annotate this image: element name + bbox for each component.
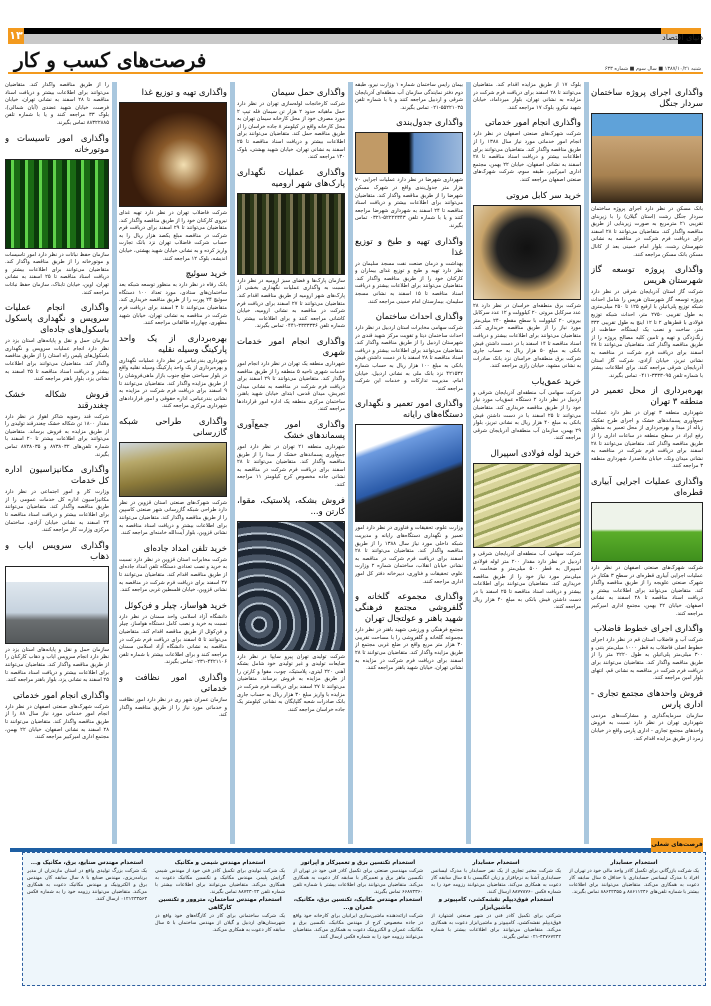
article-body: بیمان رایس ساختمان شماره ۱ وزارت نیرو، طبقه دوم دفتر نمایندگی سازمان آب منطقه‌ای آذربایجان شرقی و اردبیل مراجعه کنند و یا با شماره تلفن ۵۵۲۲۱۰۳۵-۰۲۱ تماس بگیرند. — [355, 82, 463, 111]
steel-pipes-photo — [473, 463, 581, 548]
newspaper-name: دنیای اقتصاد — [662, 33, 703, 42]
article-body: وزارت علوم، تحقیقات و فناوری در نظر دارد امور تعمیر و نگهداری دستگاه‌های رایانه و مدیریت شبکه داخلی مورد نیاز سال ۱۳۸۸ را از طریق مناقصه واگذار کند. متقاضیان می‌توانند تا ۲۸ اسفند برای دریافت فرم شرکت در مناقصه به نشانی خیابان انقلاب، ساختمان شماره ۲ وزارت علوم، تحقیقات و فناوری، دبیرخانه دفتر کل امور اداری مراجعه کنند. — [355, 525, 463, 585]
engine-room-photo — [5, 159, 109, 249]
page-title: فرصت‌های کسب و کار — [14, 48, 207, 72]
column-separator — [584, 82, 589, 844]
article-body: سازمان سرمایه‌گذاری و مشارکت‌های مردمی شهرداری تهران در نظر دارد نسبت به فروش واحدهای مجتمع تجاری - اداری پارس واقع در خیابان زمرد از طریق مزایده اقدام کند. — [591, 712, 703, 742]
headline: واگذاری امور تعمیر و نگهداری دستگاه‌های رایانه — [355, 399, 463, 421]
article-body: بلوک ۱۷ از طریق مزایده اقدام کند. متقاضیان می‌توانند تا ۲۸ اسفند برای دریافت فرم شرکت در مزایده به نشانی تهران، بلوار میرداماد، خیابان شهید نیکرو، بلوک ۱۷ مراجعه کنند. — [473, 82, 581, 111]
dateline: شنبه ۱۳۸۷/۱۰/۲۱ ■ سال سوم ■ شماره ۶۳۳ — [604, 66, 701, 72]
minibus-photo — [5, 566, 109, 644]
article-body: شرکت آب و فاضلاب استان قم در نظر دارد اجرای خطوط اصلی فاضلاب به قطر ۱۰۰۰ میلی‌متر بتنی و ۳۰۰ میلی‌متر پلی‌اتیلن به طول ۲۲۲۰ متر را از طریق مناقصه واگذار کند. متقاضیان می‌توانند برای دریافت فرم شرکت در مناقصه به نشانی قم، انتهای بلوار امین مراجعه کنند. — [591, 637, 703, 682]
article-body: شرکت گاز استان آذربایجان شرقی در نظر دارد پروژه توسعه گاز شهرستان هریس را شامل احداث شبکه توزیع پلی‌اتیلن با ارفیع ۱۲۵ تا ۲۵۰ میلی‌متری به طول تقریبی ۲۷۵۰ متر، احداث شبکه توزیع فولادی با قطرهای ۲ تا ۱۲ اینچ به طول تقریبی ۳۳۲ متر، ساخت و نصب یک ایستگاه، حفاظت از زنگ‌زدگی و تهیه و تامین کلیه مصالح پروژه را از طریق مناقصه واگذار کند. متقاضیان می‌توانند تا ۲۸ اسفند برای دریافت فرم شرکت در مناقصه به نشانی تبریز، خیابان آزادی، شرکت گاز استان آذربایجان شرقی مراجعه کنند. برای اطلاعات بیشتر با شماره تلفن ۳۳۳۳۰۹۵-۰۴۱۱ تماس بگیرند. — [591, 289, 703, 379]
grey-header-band — [22, 34, 678, 44]
headline: واگذاری اجرای پروژه ساختمان سردار جنگل — [591, 88, 703, 109]
headline: خرید لوله فولادی اسپیرال — [490, 449, 581, 460]
park-photo — [237, 193, 345, 275]
headline: واگذاری اجرای خطوط فاضلاب — [594, 624, 703, 635]
article-body: شهرداری منطقه ۲۱ تهران در نظر دارد امور جمع‌آوری پسماندهای خشک از مبدا را از طریق مناقصه واگذار کند. متقاضیان می‌توانند تا ۲۸ اسفند برای دریافت فرم شرکت در مناقصه به نشانی جاده مخصوص کرج کیلومتر ۱۱ مراجعه کنند. — [237, 444, 345, 489]
article-body: شهرداری منطقه یک تهران در نظر دارد انجام امور خدمات شهری ناحیه ۵ منطقه را از طریق مناقصه واگذار کند. متقاضیان می‌توانند تا ۲۹ اسفند برای دریافت فرم شرکت در مناقصه به نشانی میدان تجریش، میدان قدس، ابتدای خیابان شهید باهنر، ساختمان مرکزی منطقه یک اداره امور قراردادها مراجعه کنند. — [237, 360, 345, 413]
headline: واگذاری انجام امور خدماتی — [485, 118, 581, 129]
ad-body: شرکت ارائه‌دهنده ماشین‌سازی ایرانیان برای کارخانه خود واقع در جاده مخصوص کرج از مهندس مکانیک، تکنسین برق و مکانیک، عمران و الکترونیک دعوت به همکاری می‌کند. متقاضیان می‌توانند رزومه خود را به شماره فکس ارسال کنند. — [293, 912, 423, 940]
article-body: شرکت شهرک‌های صنعتی اصفهان در نظر دارد انجام امور خدماتی مورد نیاز سال ۱۳۸۸ را از طریق مناقصه واگذار کند. متقاضیان می‌توانند برای اطلاعات بیشتر و دریافت اسناد مناقصه تا ۲۸ اسفند به نشانی اصفهان، خیابان ۲۲ بهمن، مجتمع اداری امیرکبیر، طبقه سوم، شرکت شهرک‌های صنعتی اصفهان مراجعه کنند. — [473, 131, 581, 183]
ad-title: استخدام مهندس شیمی و مکانیک — [174, 860, 266, 866]
column-5 — [119, 82, 227, 842]
headline: واگذاری جدول‌بندی — [396, 118, 463, 129]
column-2 — [473, 82, 581, 842]
ad-title: استخدام فوق‌دیپلم نقشه‌کشی، کامپیوتر و ماشین‌ابزار — [438, 897, 554, 911]
ad-column-3 — [293, 859, 423, 983]
irrigation-photo — [591, 502, 703, 562]
building-photo — [591, 113, 703, 203]
headline: واگذاری تهیه و توزیع غذا — [141, 88, 227, 98]
headline: واگذاری امور نظافت و خدماتی — [119, 672, 227, 694]
headline: واگذاری انجام امور خدماتی — [13, 690, 109, 701]
ad-title: استخدام مهندس مکانیک، تکنسین برق، مکانیک، عمران و... — [293, 897, 423, 911]
column-4 — [237, 82, 345, 842]
cable-reel-photo — [473, 205, 581, 300]
drums-photo — [237, 521, 345, 651]
ad-title: استخدام حسابدار — [610, 860, 658, 866]
article-body: شرکت شهرک‌های صنعتی استان قزوین در نظر دارد طراحی شبکه گازرسانی شهر صنعتی کاسپین را از طریق مناقصه واگذار کند. متقاضیان می‌توانند برای اطلاعات بیشتر و دریافت اسناد مناقصه به نشانی قزوین، بلوار آیت‌الله خامنه‌ای مراجعه کنند. — [119, 499, 227, 537]
article-body: سازمان حفظ نباتات در نظر دارد امور تاسیسات و موتورخانه را از طریق مناقصه واگذار کند. متقاضیان می‌توانند برای اطلاعات بیشتر و دریافت اسناد مناقصه تا ۲۵ اسفند به نشانی تهران، اوین، خیابان تابناک، سازمان حفظ نباتات مراجعه کنند. — [5, 251, 109, 296]
article-body: شهرداری بندرعباس در نظر دارد عملیات نگهداری و بهره‌برداری از یک واحد پارکینگ وسیله نقلیه واقع در بلوار سیاحتی ضلع جنوب بازار ماهی‌فروشان را از طریق مزایده واگذار کند. متقاضیان می‌توانند تا ۹ اسفند برای دریافت فرم شرکت در مزایده به نشانی بندرعباس، اداره حقوقی و امور قراردادهای شهرداری مرکزی مراجعه کنند. — [119, 357, 227, 410]
article-body: شرکت سهامی مخابرات استان اردبیل در نظر دارد احداث ساختمان دیتا و تقویت مرکز شهید قندی در شهرستان اردبیل را از طریق مناقصه واگذار کند. متقاضیان می‌توانند برای اطلاعات بیشتر و دریافت اسناد مناقصه تا ۲۸ اسفند با در دست داشتن فیش بانکی به مبلغ ۱۰۰ هزار ریال به حساب شماره ۴۲۱۵۳۲ نزد بانک ملی به نشانی اردبیل، خیابان امام، مدیریت تدارکات و خدمات این شرکت مراجعه کنند. — [355, 325, 463, 392]
ad-column-5 — [27, 859, 147, 983]
headline: واگذاری سرویس ایاب و ذهاب — [5, 540, 109, 562]
ad-body: یک شرکت تولیدی برای تکمیل کادر فنی خود از مهندس شیمی گرایش پلیمر، مهندس مکانیک و تکنسین مکانیک دعوت به همکاری می‌کند. متقاضیان می‌توانند برای اطلاعات بیشتر با شماره تلفن ۸۸۷۴۳۰۲۲ تماس بگیرند. — [155, 868, 285, 896]
ad-title: استخدام مهندس ساختمان، متروور و تکنسین کارگاهی — [158, 897, 282, 911]
article-body: سازمان حمل و نقل و پایانه‌های استان یزد در نظر دارد انجام عملیات سرویس و نگهداری باسکول‌های پلیس راه استان را از طریق مناقصه واگذار کند. متقاضیان می‌توانند برای اطلاعات بیشتر و دریافت اسناد مناقصه تا ۲۵ اسفند به نشانی یزد، بلوار باهنر مراجعه کنند. — [5, 338, 109, 383]
article-body: شرکت سهامی آب منطقه‌ای آذربایجان شرقی و اردبیل در نظر دارد مقدار ۲۰۰ متر لوله فولادی اسپیرال به قطر ۵۰۰ میلی‌متر و ضخامت ۸ میلی‌متر مورد نیاز خود را از طریق مناقصه خریداری کند. متقاضیان می‌توانند برای اطلاعات بیشتر و دریافت اسناد مناقصه تا ۲۵ اسفند با در دست داشتن فیش بانکی به مبلغ ۴۰ هزار ریال مراجعه کنند. — [473, 551, 581, 611]
article-body: شهرداری منطقه ۳ تهران در نظر دارد عملیات جمع‌آوری پسماندهای خشک و اجرای طرح تفکیک زباله از مبدا و بهره‌برداری از محل تعمیر به منظور رفع ایراد در سطح منطقه در ساعات اداری را از طریق مناقصه واگذار کند. متقاضیان می‌توانند تا ۲۸ اسفند برای دریافت فرم شرکت در مناقصه به نشانی میدان ونک، خیابان ملاصدرا، شهرداری منطقه ۳ مراجعه کنند. — [591, 410, 703, 470]
column-6 — [5, 82, 109, 842]
ad-title: استخدام تکنسین برق و تعمیرکار و اپراتور — [300, 860, 416, 866]
headline: خرید هواساز، چیلر و فن‌کوئل — [124, 600, 227, 611]
laptop-photo — [355, 424, 463, 522]
food-photo — [119, 102, 227, 207]
article-body: شرکت کارخانجات لوله‌سازی تهران در نظر دارد حمل ماهیانه حدود ۲ هزار تن سیمان فله تیپ ۲ مورد مصرف خود از محل کارخانه سیمان تهران به محل کارخانه واقع در کیلومتر ۸ جاده خراسان را از طریق مناقصه حمل کند. متقاضیان می‌توانند برای اطلاعات بیشتر و دریافت اسناد مناقصه تا ۲۵ اسفند به نشانی تهران، خیابان شهید بهشتی، بلوک ۱۳۰ مراجعه کنند. — [237, 101, 345, 161]
ad-body: شرکتی برای تکمیل کادر فنی در شهر صنعتی اشتهارد از فوق‌دیپلم نقشه‌کشی، کامپیوتر و ماشین‌ابزار دعوت به همکاری می‌کند. متقاضیان می‌توانند برای اطلاعات بیشتر با شماره ۴۴۷۶۷۲۴۲-۰۲۱ تماس بگیرند. — [431, 912, 561, 940]
headline: خرید عمق‌یاب — [531, 376, 581, 387]
headline: بهره‌برداری از محل تعمیر در منطقه ۳ تهران — [591, 386, 703, 408]
headline: خرید سر کابل مروتی — [506, 190, 581, 201]
headline: خرید سوئیچ — [185, 269, 227, 280]
ad-body: یک شرکت بازرگانی برای تکمیل کادر واحد مالی خود در تهران از افراد با مدرک لیسانس حسابداری با حداقل ۵ سال سابقه کار دعوت به همکاری می‌کند. متقاضیان می‌توانند برای اطلاعات بیشتر با شماره تلفن‌های ۸۸۶۱۱۲۴۶ و ۸۸۶۲۲۳۵۵ تماس بگیرند. — [569, 868, 699, 896]
page-number: ۱۳ — [9, 29, 23, 42]
headline: بهره‌برداری از یک واحد پارکینگ وسیله نقلیه — [119, 333, 227, 355]
article-body: شرکت فاضلاب تهران در نظر دارد تهیه غذای نیروی کارکنان خود را از طریق مناقصه واگذار کند. متقاضیان می‌توانند تا ۲۹ اسفند برای دریافت فرم شرکت در مناقصه مبلغ یکصد هزار ریال را به حساب شرکت فاضلاب تهران نزد بانک تجارت واریز کرده و به نشانی خیابان شهید بهشتی، خیابان اندیشه، بلوک ۱۲ مراجعه کنند. — [119, 210, 227, 262]
article-body: شرکت مخابرات استان قزوین در نظر دارد نسبت به خرید و نصب تعدادی دستگاه تلفن امداد جاده‌ای از طریق مناقصه اقدام کند. متقاضیان می‌توانند تا ۲۷ اسفند برای دریافت فرم شرکت در مناقصه به نشانی قزوین، خیابان فلسطین غربی مراجعه کنند. — [119, 556, 227, 594]
ad-title: استخدام حسابدار — [472, 860, 520, 866]
ad-title: استخدام مهندس صنایع، برق، مکانیک و... — [30, 860, 144, 866]
article-body: شرکت سهامی آب منطقه‌ای آذربایجان شرقی و اردبیل در نظر دارد ۲ دستگاه عمق‌یاب مورد نیاز خود را از طریق مناقصه خریداری کند. متقاضیان می‌توانند تا ۲۵ اسفند با در دست داشتن فیش بانکی به مبلغ ۴۰ هزار ریال به نشانی تبریز، بلوار ۲۹ بهمن، سازمان آب منطقه‌ای آذربایجان شرقی مراجعه کنند. — [473, 389, 581, 442]
headline: فروش بشکه، پلاستیک، مقوا، کارتن و... — [237, 495, 345, 517]
column-3 — [355, 82, 463, 842]
headline: واگذاری انجام امور خدمات شهری — [237, 336, 345, 358]
ad-body: شرکت مهندسی صنعتی برای تکمیل کادر فنی خود در تهران از تکنسین ماهر برق و تعمیرکار با سابقه کار دعوت به همکاری می‌کند. متقاضیان می‌توانند برای اطلاعات بیشتر با شماره تلفن ۶۶۸۷۴۳۶۰ تماس بگیرند. — [293, 868, 423, 896]
column-separator — [112, 82, 117, 844]
headline: واگذاری پروژه توسعه گاز شهرستان هریس — [591, 265, 703, 287]
column-separator — [230, 82, 235, 844]
article-body: شرکت شهرک‌های صنعتی اصفهان در نظر دارد عملیات اجرایی آبیاری قطره‌ای در سطح ۳ هکتار در شهرک صنعتی علویجه را از طریق مناقصه واگذار کند. متقاضیان می‌توانند برای اطلاعات بیشتر و دریافت اسناد مناقصه تا ۲۸ اسفند به نشانی اصفهان، خیابان ۲۲ بهمن، مجتمع اداری امیرکبیر مراجعه کنند. — [591, 565, 703, 617]
article-body: سازمان پارک‌ها و فضای سبز ارومیه در نظر دارد نسبت به واگذاری عملیات نگهداری بخشی از پارک‌های شهر ارومیه از طریق مناقصه اقدام کند. متقاضیان می‌توانند تا ۲۷ اسفند برای دریافت فرم شرکت در مناقصه به نشانی ارومیه، خیابان کاشانی مراجعه کنند و برای اطلاعات بیشتر با شماره تلفن ۳۳۳۳۳۳۶-۰۴۴۱ تماس بگیرند. — [237, 277, 345, 330]
column-separator — [466, 82, 471, 844]
article-body: دانشگاه آزاد اسلامی واحد سمنان در نظر دارد نسبت به خرید و نصب کامل دستگاه هواساز، چیلر و فن‌کوئل از طریق مناقصه اقدام کند. متقاضیان می‌توانند تا ۵ اسفند برای دریافت فرم شرکت در مناقصه به نشانی دانشگاه آزاد اسلامی سمنان مراجعه کنند و برای اطلاعات بیشتر با شماره تلفن ۴۴۲۱۱۰۶-۰۲۳۱ تماس بگیرند. — [119, 613, 227, 666]
headline: واگذاری مکانیزاسیون اداره کل خدمات — [5, 465, 109, 487]
headline: فروش شکاله خشک چغندرقند — [5, 389, 109, 411]
ad-column-2 — [431, 859, 561, 983]
ad-column-4 — [155, 859, 285, 983]
job-ads-box — [22, 852, 706, 986]
article-body: بهداشت و درمان صنعت نفت مسجد سلیمان در نظر دارد تهیه و طبخ و توزیع غذای بیماران و کارکنان خود را از طریق مناقصه واگذار کند. متقاضیان می‌توانند برای اطلاعات بیشتر و دریافت اسناد مناقصه تا ۱۵ اسفند به نشانی مسجد سلیمان، بیمارستان امام خمینی مراجعه کنند. — [355, 260, 463, 305]
ad-body: یک شرکت بزرگ تولیدی واقع در استان مازندران از مدیر برنامه‌ریزی، مهندس صنایع با ۸ سال سابقه کار، مهندس برق و الکترونیک و مهندس مکانیک دعوت به همکاری می‌کند. متقاضیان می‌توانند رزومه خود را به شماره فکس ۰۱۲۱۲۳۳۵۶۳ ارسال کنند. — [27, 868, 147, 903]
headline: واگذاری عملیات اجرایی آبیاری قطره‌ای — [591, 477, 703, 499]
article-body: شرکت شهرک‌های صنعتی اصفهان در نظر دارد انجام امور خدماتی مورد نیاز سال ۸۸ را از طریق مناقصه واگذار کند. متقاضیان می‌توانند تا ۲۸ اسفند به نشانی اصفهان، خیابان ۲۲ بهمن، مجتمع اداری امیرکبیر مراجعه کنند. — [5, 703, 109, 741]
headline: واگذاری حمل سیمان — [271, 88, 345, 98]
job-ads-label: فرصت‌های شغلی — [651, 838, 703, 852]
headline: واگذاری طراحی شبکه گازرسانی — [119, 416, 227, 438]
article-body: شرکت برق منطقه‌ای خراسان در نظر دارد ۲۸ عدد سرکابل مروتی ۲۰ کیلوولت و ۱۲ عدد سرکابل بیرونی ۲۰ کیلوولت با سطح مقطع ۲۴۰ میلی‌متر مورد نیاز را از طریق مناقصه خریداری کند. متقاضیان می‌توانند برای اطلاعات بیشتر و دریافت اسناد مناقصه تا ۱۴ اسفند با در دست داشتن فیش بانکی به مبلغ ۵۰ هزار ریال به حساب جاری شرکت برق منطقه‌ای خراسان نزد بانک صادرات به نشانی مشهد، خیابان رازی مراجعه کنند. — [473, 302, 581, 370]
column-separator — [348, 82, 353, 844]
ad-body: یک شرکت معتبر تجاری از یک نفر حسابدار با مدرک لیسانس حسابداری آشنا به نرم‌افزار و زبان انگلیسی با ۵ سال سابقه کار دعوت به همکاری می‌کند. متقاضیان می‌توانند رزومه خود را به شماره فکس ۸۸۷۷۸۷۶۰ ارسال کنند. — [431, 868, 561, 896]
curb-photo — [355, 132, 463, 174]
article-body: بانک رفاه در نظر دارد به منظور توسعه شبکه بعد ساختمان‌های ستادی، مورد تعداد ۱۰۰ دستگاه سوئیچ ۲۴ پورت را از طریق مناقصه خریداری کند. متقاضیان می‌توانند تا ۳ اسفند برای دریافت فرم شرکت در مناقصه به نشانی تهران، خیابان شهید مطهری، چهارراه طالقانی مراجعه کنند. — [119, 282, 227, 327]
headline: خرید تلفن امداد جاده‌ای — [143, 543, 227, 554]
headline: واگذاری امور جمع‌آوری پسماندهای خشک — [237, 420, 345, 442]
header-rule — [8, 72, 703, 74]
article-body: مجتمع فرهنگی و ورزشی شهید باهنر در نظر دارد مجموعه گلخانه و گلفروشی را با مساحت تقریبی ۳۰ هزار متر مربع واقع در ضلع غربی مجتمع از طریق مزایده واگذار کند. متقاضیان می‌توانند تا ۲۸ اسفند برای دریافت فرم شرکت در مزایده به نشانی تهران، خیابان شهید باهنر مراجعه کنند. — [355, 627, 463, 672]
article-body: سازمان حمل و نقل و پایانه‌های استان یزد در نظر دارد انجام سرویس ایاب و ذهاب کارکنان را از طریق مناقصه واگذار کند. متقاضیان می‌توانند برای اطلاعات بیشتر و دریافت اسناد مناقصه تا ۲۵ اسفند به نشانی یزد، بلوار باهنر مراجعه کنند. — [5, 646, 109, 684]
pipeline-photo — [119, 442, 227, 497]
article-body: را از طریق مناقصه واگذار کند. متقاضیان می‌توانند برای اطلاعات بیشتر و دریافت اسناد مناقصه تا ۲۸ اسفند به نشانی تهران، خیابان فرصت، خیابان شهید عضدی (آبان شمالی)، بلوک ۳۳ مراجعه کنند و یا با شماره تلفن ۸۸۳۲۲۸۸۵ تماس بگیرند. — [5, 82, 109, 126]
article-body: شرکت تولیدی تهران پیرو سایپا در نظر دارد ضایعات تولیدی و غیر تولیدی خود شامل بشکه آهنی ۲۲۰ لیتری، پلاستیک، چوب، مقوا و کارتن را از طریق مزایده به فروش برساند. متقاضیان می‌توانند تا ۲۷ اسفند برای دریافت فرم شرکت در مزایده با واریز مبلغ ۳۰ هزار ریال به حساب جاری بانک صادرات شعبه گلپایگان به نشانی کیلومتر یک جاده خراسان مراجعه کنند. — [237, 653, 345, 713]
headline: واگذاری مجموعه گلخانه و گلفروشی مجتمع فرهنگی شهید باهنر و عولتجال تهران — [355, 592, 463, 625]
article-body: شهرداری شهرضا در نظر دارد عملیات اجرایی ۷۰ هزار متر جدول‌بندی واقع در شهرک مسکن شهرضا را از طریق مناقصه واگذار کند. متقاضیان می‌توانند برای اطلاعات بیشتر و دریافت اسناد مناقصه تا ۲۴ اسفند به شهرداری شهرضا مراجعه کنند و یا با شماره تلفن ۵۲۲۲۲۳۴۳-۰۳۲۱ تماس بگیرند. — [355, 177, 463, 229]
article-body: شرکت قند رضویه شاکر اهواز در نظر دارد مقدار ۱۸۰۰ تن شکاله خشک چغندرقند تولیدی را از طریق مزایده به فروش برساند. متقاضیان می‌توانند برای اطلاعات بیشتر تا ۲۰ اسفند با شماره تلفن‌های ۸۷۳۸۰۳۲ و ۸۷۳۸۰۳۵ تماس بگیرند. — [5, 413, 109, 458]
headline: واگذاری انجام عملیات سرویس و نگهداری پاسکول باسکول‌های جاده‌ای — [5, 303, 109, 336]
headline: واگذاری تهیه و طبخ و توزیع غذا — [355, 236, 463, 258]
ad-body: یک شرکت ساختمانی برای کار در کارگاه‌های خود واقع در شهرستان‌های اردبیل و گیلان از مهندس ساختمان با ۵ سال سابقه کار دعوت به همکاری می‌کند. — [155, 912, 285, 933]
article-body: سازمان عمران شهر ری در نظر دارد امور نظافت و خدماتی مورد نیاز را از طریق مناقصه واگذار کند. — [119, 696, 227, 719]
column-1 — [591, 82, 703, 842]
ad-column-1 — [569, 859, 699, 983]
headline: واگذاری احداث ساختمان — [375, 312, 463, 323]
article-body: بانک مسکن در نظر دارد اجرای پروژه ساختمان سردار جنگل رشت (استان گیلان) را با زیربنای تقریبی ۲۱ مترمربع به صورت زیربنایی از طریق مناقصه واگذار کند. متقاضیان می‌توانند تا ۲۸ اسفند برای دریافت فرم شرکت در مناقصه به نشانی شهرستان رشت، بلوار امام خمینی بعد از کانال مسکن بانک مسکن مراجعه کنند. — [591, 206, 703, 258]
article-body: وزارت کار و امور اجتماعی در نظر دارد مکانیزاسیون اداره کل خدمات عمومی را از طریق مناقصه واگذار کند. متقاضیان می‌توانند برای اطلاعات بیشتر و دریافت اسناد مناقصه تا ۲۴ اسفند به نشانی خیابان آزادی، ساختمان مرکزی وزارت کار مراجعه کنند. — [5, 489, 109, 534]
headline: فروش واحدهای مجتمع تجاری - اداری پارس — [591, 688, 703, 710]
headline: واگذاری عملیات نگهداری پارک‌های شهر ارومیه — [237, 167, 345, 189]
headline: واگذاری امور تاسیسات و موتورخانه — [5, 133, 109, 155]
